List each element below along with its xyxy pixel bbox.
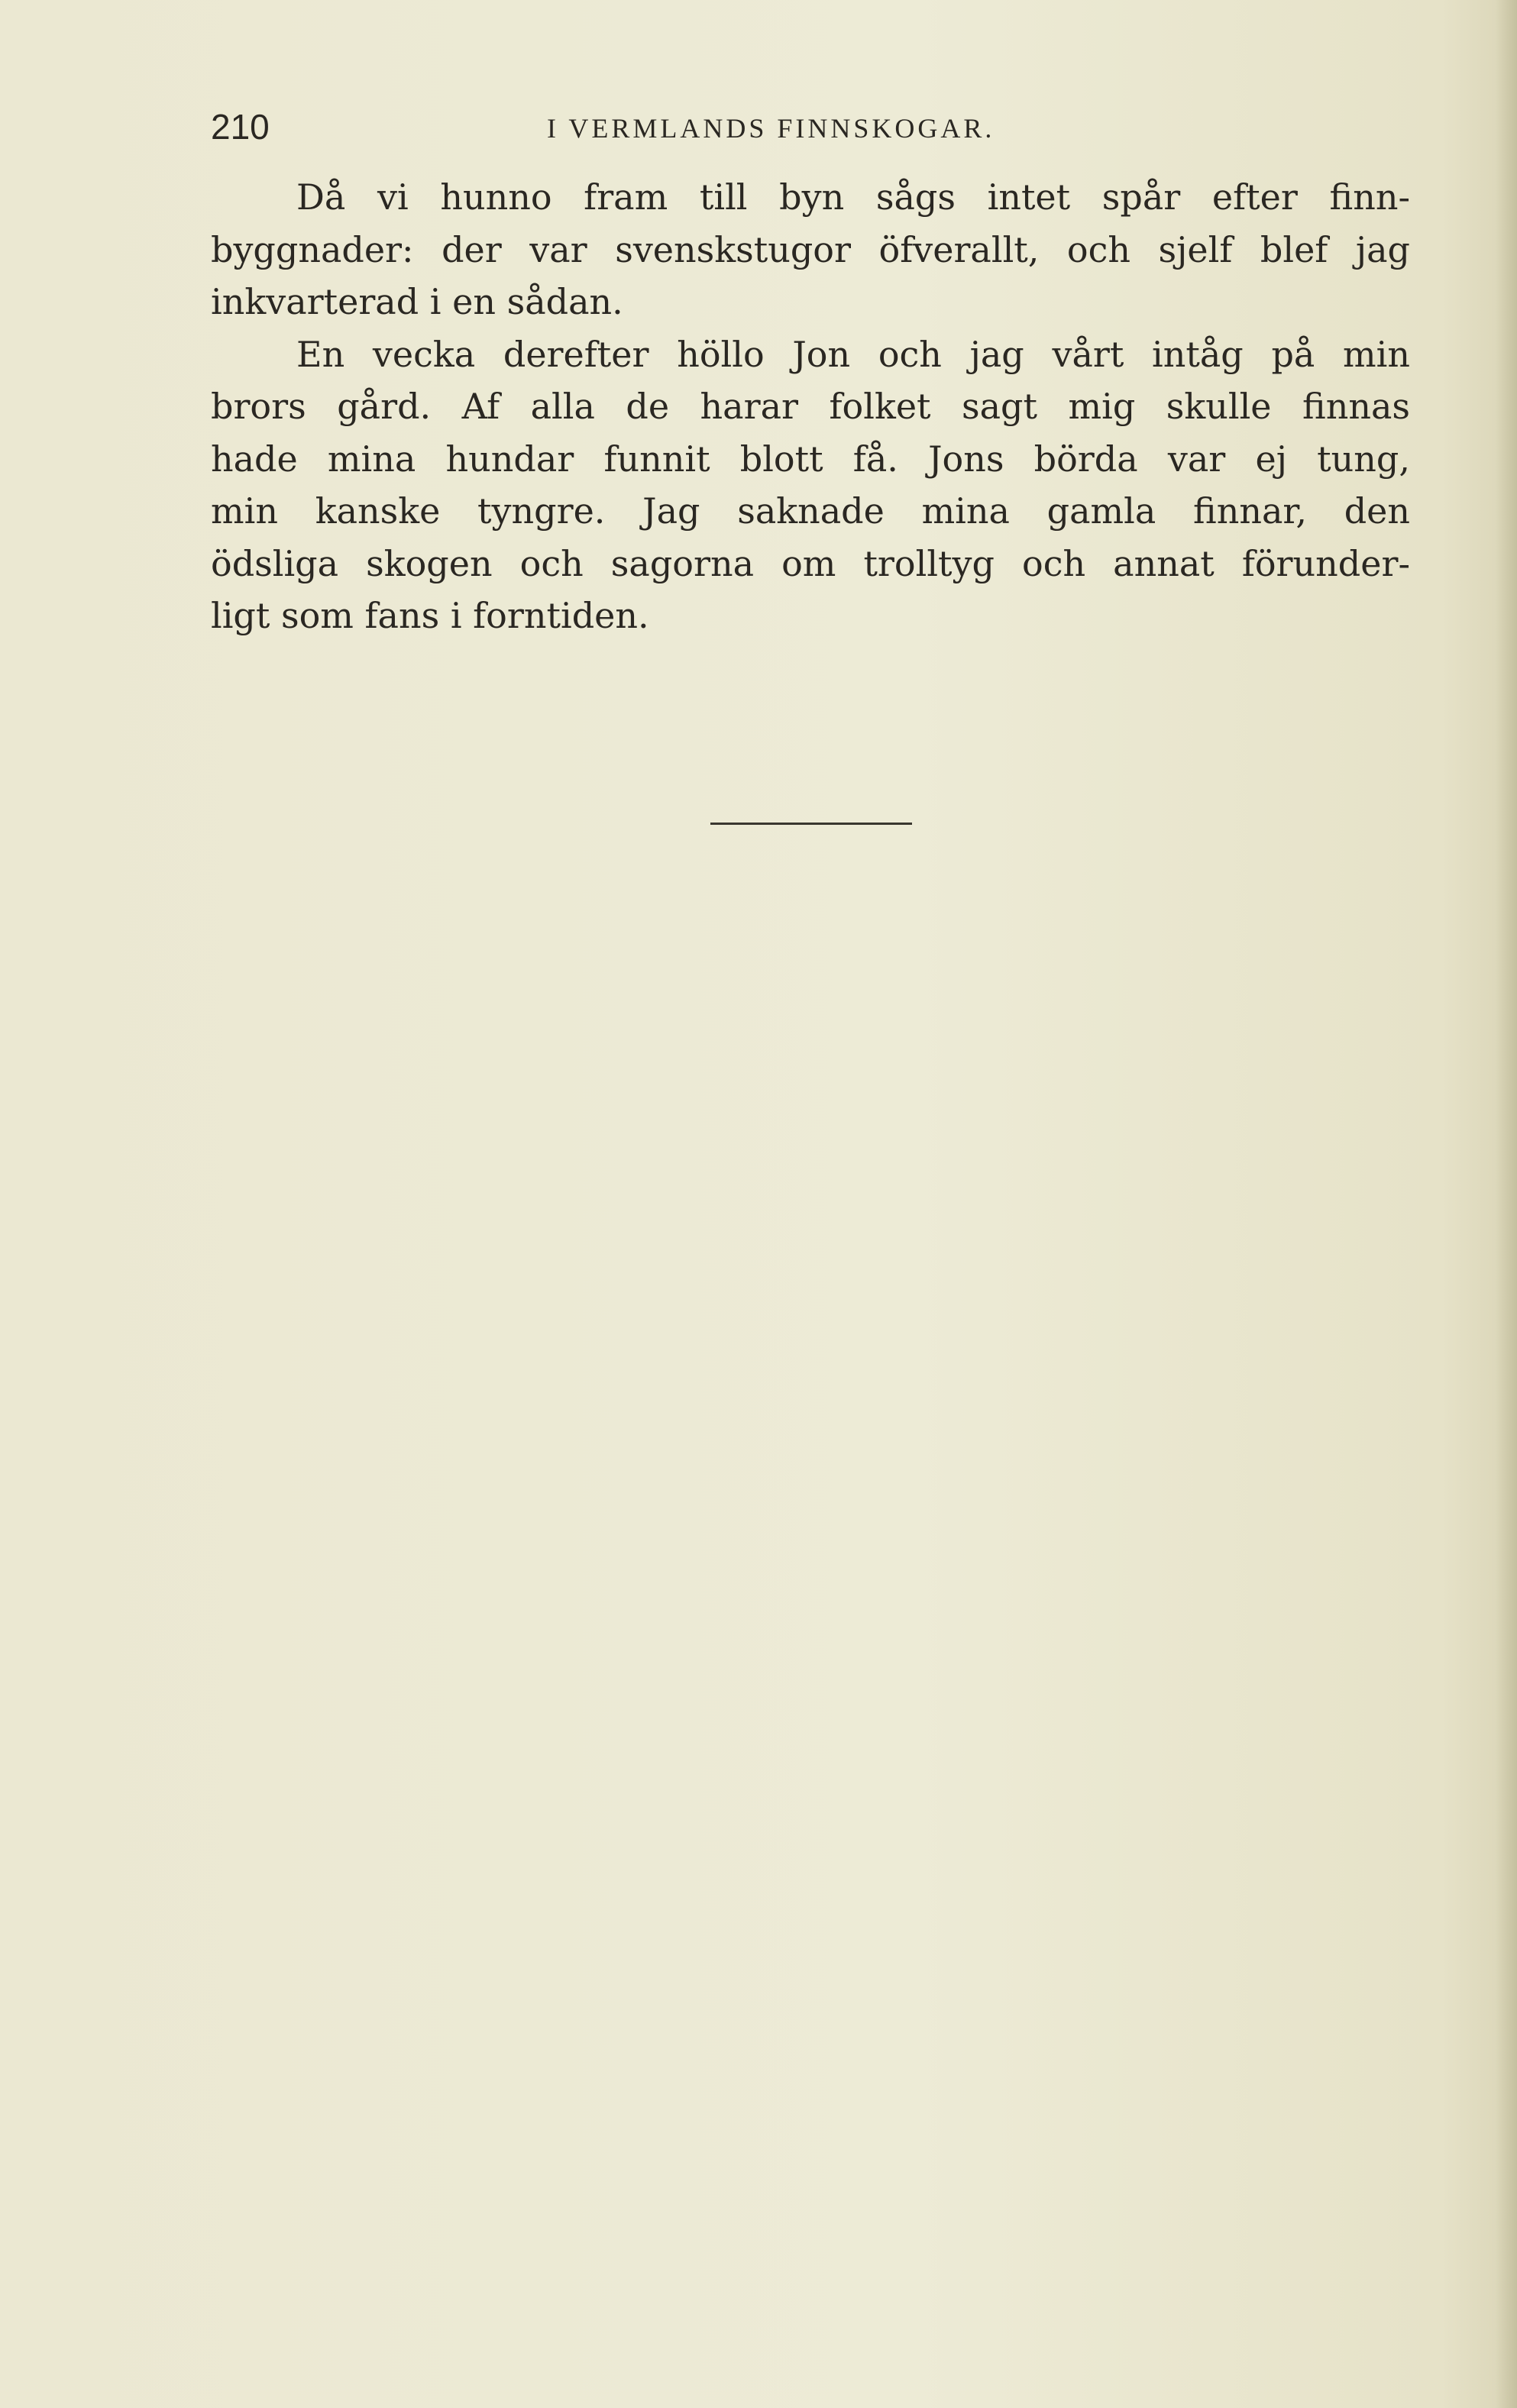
text-line: ödsliga skogen och sagorna om trolltyg och annat förunder-	[211, 542, 1410, 584]
running-title: I VERMLANDS FINNSKOGAR.	[547, 113, 995, 144]
text-line: hade mina hundar funnit blott få. Jons börda var ej tung,	[211, 438, 1410, 480]
text-line: Då vi hunno fram till byn sågs intet spår efter finn-	[296, 176, 1410, 218]
text-line: inkvarterad i en sådan.	[211, 281, 623, 322]
body-text	[211, 171, 1410, 642]
text-line: En vecka derefter höllo Jon och jag vårt intåg på min	[296, 333, 1410, 375]
page-number: 210	[211, 107, 270, 147]
section-end-rule	[710, 823, 912, 825]
text-line: byggnader: der var svenskstugor öfverallt, och sjelf blef jag	[211, 228, 1410, 270]
page-header	[211, 107, 1402, 153]
text-line: brors gård. Af alla de harar folket sagt mig skulle finnas	[211, 386, 1410, 427]
text-line: ligt som fans i forntiden.	[211, 595, 649, 636]
text-line: min kanske tyngre. Jag saknade mina gamla finnar, den	[211, 490, 1410, 532]
page-edge-shadow	[1496, 0, 1517, 2408]
